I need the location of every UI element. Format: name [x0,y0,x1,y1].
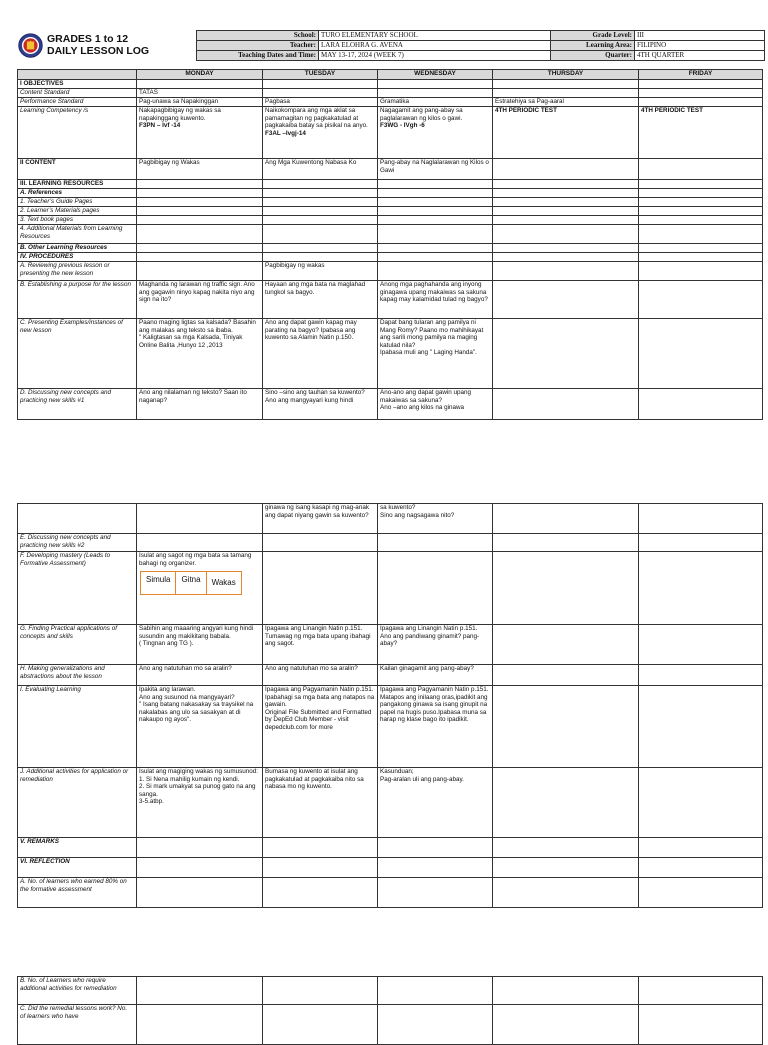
evaluating-label: I. Evaluating Learning [18,686,137,768]
mastery-label: F. Developing mastery (Leads to Formative Assessment) [18,552,137,625]
learning-area-value: FILIPINO [635,41,765,51]
learners-80-percent-label: A. No. of learners who earned 80% on the formative assessment [18,878,137,908]
presenting-wednesday-text: Dapat bang tularan ang pamilya ni Mang Romy? Paano mo mahihikayat ang sarili mong pamilya na maging katulad nila? [380,319,484,349]
corner-cell [18,70,137,80]
content-tuesday: Ang Mga Kuwentong Nabasa Ko [263,159,378,180]
content-standard-monday: TATAS [137,89,263,98]
additional-wednesday-text-2: Pag-aralan uli ang pang-abay. [380,775,464,783]
performance-standard-tuesday: Pagbasa [263,98,378,107]
discussing-1-label: D. Discussing new concepts and practicing new skills #1 [18,389,137,420]
practical-monday [137,625,263,665]
discussing-1-wednesday-text: Ano-ano ang dapat gawin upang makaiwas sa sakuna? [380,389,472,404]
presenting-monday-text: Paano maging ligtas sa kalsada? Basahin ang malakas ang teksto sa ibaba. [139,319,256,334]
continued-wednesday-text: sa kuwento? [380,504,416,511]
reflection-heading: VI. REFLECTION [18,858,137,878]
additional-monday-item-3: 3-5.atbp. [139,798,164,806]
purpose-label: B. Establishing a purpose for the lesson [18,281,137,319]
generalizations-monday: Ano ang natutuhan mo sa aralin? [137,665,263,686]
competency-tuesday-code: F3AL –Ivgj-14 [265,129,306,137]
discussing-1-wednesday-text-2: Ano –ano ang kilos na ginawa [380,404,465,412]
generalizations-tuesday: Ano ang natutuhan mo sa aralin? [263,665,378,686]
discussing-2-label: E. Discussing new concepts and practicing new skills #2 [18,534,137,552]
learners-remediation-label: B. No. of Learners who require additional activities for remediation [18,977,137,1005]
discussing-1-tuesday-text-2: Ano ang mangyayari kung hindi [265,396,354,404]
competency-wednesday [378,107,493,159]
competency-wednesday-text: Nagagamit ang pang-abay sa paglalarawan ng kilos o gawi. [380,107,463,122]
practical-monday-note: ( Tingnan ang TG ). [139,640,194,648]
content-standard-label: Content Standard [18,89,137,98]
day-header-wednesday: WEDNESDAY [378,70,493,80]
practical-label: G. Finding Practical applications of concepts and skills [18,625,137,665]
title-line-dll: DAILY LESSON LOG [47,45,150,57]
content-wednesday: Pang-abay na Naglalarawan ng Kilos o Gawi [378,159,493,180]
evaluating-monday-scenario: " Isang batang nakasakay sa traysikel na nakalabas ang ulo sa sasakyan at di nakaupo ng ayos". [139,701,254,724]
continued-tuesday: ginawa ng isang kasapi ng mag-anak ang dapat niyang gawin sa kuwento? [263,504,378,534]
review-tuesday: Pagbibigay ng wakas [263,262,378,281]
additional-wednesday-text: Kasunduan; [380,768,414,775]
practical-monday-text: Sabihin ang maaaring angyari kung hindi susundin ang makikitang babala. [139,625,254,640]
additional-activities-label: J. Additional activities for application or remediation [18,768,137,838]
day-header-tuesday: TUESDAY [263,70,378,80]
additional-tuesday: Bumasa ng kuwento at isulat ang pagkakatulad at pagkakaiba nito sa nabasa mo ng kuwento. [263,768,378,838]
presenting-monday [137,319,263,389]
grade-level-value: III [635,31,765,41]
presenting-monday-quote: " Kaligtasan sa mga Kalsada, Tiniyak [139,334,243,342]
organizer-gitna: Gitna [175,571,206,595]
teaching-dates-value: MAY 13-17, 2024 (WEEK 7) [319,51,551,61]
learning-area-label: Learning Area: [551,41,635,51]
textbook-pages-label: 3. Text book pages [18,216,137,225]
performance-standard-monday: Pag-unawa sa Napakinggan [137,98,263,107]
practical-wednesday-text: Ipagawa ang Linangin Natin p.151. [380,625,478,632]
practical-tuesday [263,625,378,665]
evaluating-tuesday-text-2: Ipabahagi sa mga bata ang natapos na gawain. [265,693,375,709]
practical-tuesday-text-2: Tumawag ng mga bata upang ibahagi ang sagot. [265,632,371,648]
lesson-log-table-page-2 [17,503,763,908]
teacher-value: LARA ELOHRA G. AVENA [319,41,551,51]
continued-wednesday-text-2: Sino ang nagsagawa nito? [380,511,455,519]
discussing-1-wednesday [378,389,493,420]
practical-wednesday [378,625,493,665]
performance-standard-label: Performance Standard [18,98,137,107]
evaluating-tuesday-text: Ipagawa ang Pagyamanin Natin p.151. [265,686,374,693]
day-header-thursday: THURSDAY [493,70,639,80]
evaluating-monday-question: Ano ang susunod na mangyayari? [139,693,235,701]
competency-tuesday-text: Naikokompara ang mga aklat sa pamamagitan ng pagkakatulad at pagkakaiba batay sa pisikal na anyo. [265,107,368,130]
teachers-guide-label: 1. Teacher’s Guide Pages [18,198,137,207]
quarter-label: Quarter: [551,51,635,61]
generalizations-wednesday: Kailan ginagamit ang pang-abay? [378,665,493,686]
evaluating-tuesday-credit: Original File Submitted and Formatted by DepEd Club Member - visit depedclub.com for more [265,708,372,731]
presenting-monday-source: Online Balita ,Hunyo 12 ,2013 [139,341,223,349]
evaluating-wednesday-text: Ipagawa ang Pagyamanin Natin p.151. [380,686,489,693]
discussing-1-tuesday [263,389,378,420]
discussing-1-tuesday-text: Sino –sino ang tauhan sa kuwento? [265,389,365,396]
competency-wednesday-code: F3WG - IVgh -6 [380,122,425,130]
lesson-log-table-page-3 [17,976,763,1045]
competency-tuesday [263,107,378,159]
competency-monday-text: Nakapagbibigay ng wakas sa napakinggang kuwento. [139,107,221,122]
day-header-friday: FRIDAY [639,70,763,80]
practical-tuesday-text: Ipagawa ang Linangin Natin p.151. [265,625,363,632]
procedures-heading: IV. PROCEDURES [18,253,137,262]
day-header-monday: MONDAY [137,70,263,80]
school-value: TURO ELEMENTARY SCHOOL [319,31,551,41]
evaluating-wednesday-text-2: Matapos ang inilaang oras,ipadikit ang pangakong ginawa sa isang ginupit na papel na hugis puso.Ipabasa muna sa harap ng klase bago ito ipadikit. [380,693,488,724]
competency-label: Learning Competency /s [18,107,137,159]
competency-friday: 4TH PERIODIC TEST [639,107,763,159]
objectives-heading: I OBJECTIVES [18,80,137,89]
purpose-wednesday: Anong mga paghahanda ang inyong ginagawa upang makaiwas sa sakuna kapag may kalamidad tulad ng bagyo? [378,281,493,319]
evaluating-monday-text: Ipakita ang larawan. [139,686,196,693]
other-resources-heading: B. Other Learning Resources [18,244,137,253]
purpose-tuesday: Hayaan ang mga bata na maglahad tungkol sa bagyo. [263,281,378,319]
mastery-monday [137,552,263,625]
school-label: School: [197,31,319,41]
organizer-simula: Simula [140,571,176,595]
content-monday: Pagbibigay ng Wakas [137,159,263,180]
title-line-grades: GRADES 1 to 12 [47,33,129,45]
generalizations-label: H. Making generalizations and abstractions about the lesson [18,665,137,686]
performance-standard-thursday: Estratehiya sa Pag-aaral [493,98,639,107]
content-heading: II CONTENT [18,159,137,180]
form-title [47,33,149,57]
competency-thursday: 4TH PERIODIC TEST [493,107,639,159]
additional-monday-item-2: 2. Si mark umakyat sa punog gato na ang sanga. [139,783,256,798]
deped-seal-logo [18,33,43,58]
learners-materials-label: 2. Learner’s Materials pages [18,207,137,216]
purpose-monday: Maghanda ng larawan ng traffic sign. Ano ang gagawin ninyo kapag nakita niyo ang sign na ito? [137,281,263,319]
presenting-wednesday [378,319,493,389]
discussing-1-monday: Ano ang nilalaman ng teksto? Saan ito naganap? [137,389,263,420]
grade-level-label: Grade Level: [551,31,635,41]
evaluating-monday [137,686,263,768]
header-info-table [196,30,765,61]
performance-standard-wednesday: Gramatika [378,98,493,107]
competency-monday-code: F3PN – Ivf -14 [139,122,181,130]
evaluating-tuesday [263,686,378,768]
remedial-work-label: C. Did the remedial lessons work? No. of learners who have [18,1005,137,1045]
references-heading: A. References [18,189,137,198]
evaluating-wednesday [378,686,493,768]
learning-resources-heading: III. LEARNING RESOURCES [18,180,137,189]
additional-monday [137,768,263,838]
remarks-heading: V. REMARKS [18,838,137,858]
mastery-monday-text: Isulat ang sagot ng mga bata sa tamang bahagi ng organizer. [139,552,252,567]
continued-wednesday [378,504,493,534]
organizer-wakas: Wakas [206,571,242,595]
quarter-value: 4TH QUARTER [635,51,765,61]
teaching-dates-label: Teaching Dates and Time: [197,51,319,61]
presenting-label: C. Presenting Examples/instances of new lesson [18,319,137,389]
additional-wednesday [378,768,493,838]
practical-wednesday-text-2: Ano ang pandiwang ginamit? pang-abay? [380,632,480,648]
competency-monday [137,107,263,159]
additional-materials-label: 4. Additional Materials from Learning Resources [18,225,137,244]
teacher-label: Teacher: [197,41,319,51]
additional-monday-item-1: 1. Si Nena mahilig kumain ng kendi. [139,775,240,783]
presenting-wednesday-reread: Ipabasa muli ang " Laging Handa". [380,349,477,357]
lesson-log-table-page-1 [17,69,763,420]
additional-monday-text: Isulat ang magiging wakas ng sumusunod: [139,768,259,775]
presenting-tuesday: Ano ang dapat gawin kapag may parating na bagyo? Ipabasa ang kuwento sa Alamin Natin p.150. [263,319,378,389]
review-label: A. Reviewing previous lesson or presenting the new lesson [18,262,137,281]
story-organizer [140,571,260,595]
